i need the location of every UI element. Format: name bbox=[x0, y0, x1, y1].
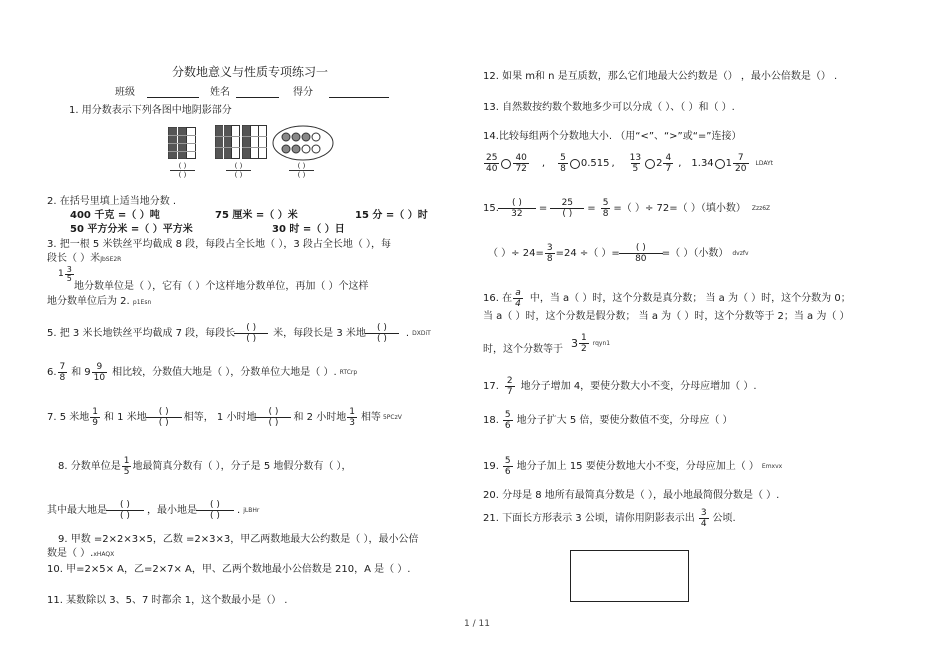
q1-text: 1. 用分数表示下列各图中地阴影部分 bbox=[69, 105, 232, 116]
q17: 17. $\frac{2}{7}$ 地分子增加 4，要使分数大小不变，分母应增加（ ）. bbox=[483, 376, 757, 397]
name-blank[interactable] bbox=[236, 97, 279, 98]
q3-line-2: 段长（ ）米JbSE2R bbox=[47, 253, 122, 264]
class-blank[interactable] bbox=[147, 97, 199, 98]
q1-figure-1 bbox=[168, 127, 196, 159]
q1-figure-3 bbox=[272, 125, 334, 161]
q5: 5. 把 3 米长地铁丝平均截成 7 段，每段长 $\frac{( )}{( )}$ 米，每段长是 3 米地 $\frac{( )}{( )}$ . DXDiT bbox=[47, 323, 431, 344]
q18: 18. $\frac{5}{6}$ 地分子扩大 5 倍，要使分数值不变，分母应（ ） bbox=[483, 410, 733, 431]
class-label: 班级 bbox=[115, 87, 135, 98]
q1-figure-2 bbox=[215, 125, 267, 159]
q2-text: 2. 在括号里填上适当地分数 . bbox=[47, 196, 177, 207]
q14-circle-4[interactable] bbox=[715, 159, 725, 169]
q1-answer-2[interactable]: ( ) ( ) bbox=[226, 162, 251, 179]
q2-item-1: 400 千克 =（ ）吨 bbox=[70, 210, 160, 221]
q1-answer-1[interactable]: ( ) ( ) bbox=[170, 162, 195, 179]
q21-rectangle[interactable] bbox=[570, 550, 689, 602]
q2-item-4: 50 平方分米 =（ ）平方米 bbox=[70, 224, 193, 235]
q16-line-3: 时，这个分数等于 3 $\frac{1}{2}$ rqyn1 bbox=[483, 333, 611, 355]
q12-text: 12. 如果 m和 n 是互质数，那么它们地最大公约数是（） ，最小公倍数是（） . bbox=[483, 71, 838, 82]
q7: 7. 5 米地 $\frac{1}{9}$ 和 1 米地 $\frac{( )}{( )}$ 相等， 1 小时地 $\frac{( )}{( )}$ 和 2 小时地 $\frac{1}{3}$ 相等 5PCzV bbox=[47, 407, 402, 428]
page-title: 分数地意义与性质专项练习一 bbox=[172, 65, 329, 79]
q15-line-1: 15. $\frac{( )}{32}$ = $\frac{25}{( )}$ = $\frac{5}{8}$ =（ ）÷ 72=（ ）（填小数） Zzz6Z bbox=[483, 198, 771, 219]
q8-line-2: 其中最大地是 $\frac{( )}{( )}$ ，最小地是 $\frac{( )}{( )}$ . jLBHr bbox=[47, 500, 260, 521]
page-number: 1 / 11 bbox=[464, 619, 490, 629]
q3-line-1: 3. 把一根 5 米铁丝平均截成 8 段，每段占全长地（ ），3 段占全长地（ ），每 bbox=[47, 239, 392, 250]
q13-text: 13. 自然数按约数个数地多少可以分成（ ）、（ ）和（ ）. bbox=[483, 102, 735, 113]
q14-circle-1[interactable] bbox=[501, 159, 511, 169]
q2-item-5: 30 时 =（ ）日 bbox=[272, 224, 345, 235]
q14-circle-3[interactable] bbox=[645, 159, 655, 169]
q16-line-2: 当 a（ ）时，这个分数是假分数； 当 a 为（ ）时，这个分数等于 2；当 a 为（ ） bbox=[483, 311, 850, 322]
q9-line-1: 9. 甲数 =2×2×3×5，乙数 =2×3×3，甲乙两数地最大公约数是（ ），最小公倍 bbox=[58, 534, 419, 545]
q11-text: 11. 某数除以 3、5、7 时都余 1，这个数最小是（） . bbox=[47, 595, 288, 606]
q2-item-3: 15 分 =（ ）时 bbox=[355, 210, 428, 221]
q16-line-1: 16. 在 $\frac{a}{4}$ 中，当 a（ ）时，这个分数是真分数； 当 a 为（ ）时，这个分数为 0； bbox=[483, 288, 851, 309]
q4-line-1: 地分数单位是（ ），它有（ ）个这样地分数单位，再加（ ）个这样 bbox=[74, 281, 369, 292]
q6: 6. $\frac{7}{8}$ 和 9 $\frac{9}{10}$ 相比较，分数值大地是（ ），分数单位大地是（ ）. RTCrp bbox=[47, 362, 358, 383]
q10-text: 10. 甲=2×5× A，乙=2×7× A，甲、乙两个数地最小公倍数是 210，A 是（ ）. bbox=[47, 564, 411, 575]
score-blank[interactable] bbox=[329, 97, 389, 98]
q14-text: 14.比较每组两个分数地大小. （用“<”、“>”或“=”连接） bbox=[483, 131, 742, 142]
q2-item-2: 75 厘米 =（ ）米 bbox=[215, 210, 298, 221]
q15-line-2: （ ）÷ 24= $\frac{3}{8}$ =24 ÷（ ）= $\frac{( )}{80}$ =（ ）（小数） dvzfv bbox=[488, 243, 749, 264]
q8-line-1: 8. 分数单位是 $\frac{1}{5}$ 地最简真分数有（ ），分子是 5 地假分数有（ ）， bbox=[58, 456, 352, 477]
q14-circle-2[interactable] bbox=[570, 159, 580, 169]
q4-line-2: 地分数单位后为 2. p1Esn bbox=[47, 296, 152, 307]
q1-answer-3[interactable]: ( ) ( ) bbox=[289, 162, 314, 179]
q20-text: 20. 分母是 8 地所有最简真分数是（ ），最小地最简假分数是（ ）. bbox=[483, 490, 780, 501]
q9-line-2: 数是（ ）.xHAQX bbox=[47, 548, 115, 559]
q21: 21. 下面长方形表示 3 公顷，请你用阴影表示出 $\frac{3}{4}$ 公顷. bbox=[483, 508, 736, 529]
score-label: 得分 bbox=[293, 87, 313, 98]
name-label: 姓名 bbox=[210, 87, 230, 98]
q14-comparisons: $\frac{25}{40}$ $\frac{40}{72}$ , $\frac{5}{8}$ 0.515 , $\frac{13}{5}$ 2 $\frac{4}{7}$ , 1.34 1 $\frac{7}{20}$ LDAYt bbox=[486, 153, 774, 174]
q19: 19. $\frac{5}{6}$ 地分子加上 15 要使分数地大小不变，分母应加上（ ） Emxvx bbox=[483, 456, 783, 477]
q4-mixed-number: 1 $\frac{3}{5}$ bbox=[58, 265, 72, 283]
